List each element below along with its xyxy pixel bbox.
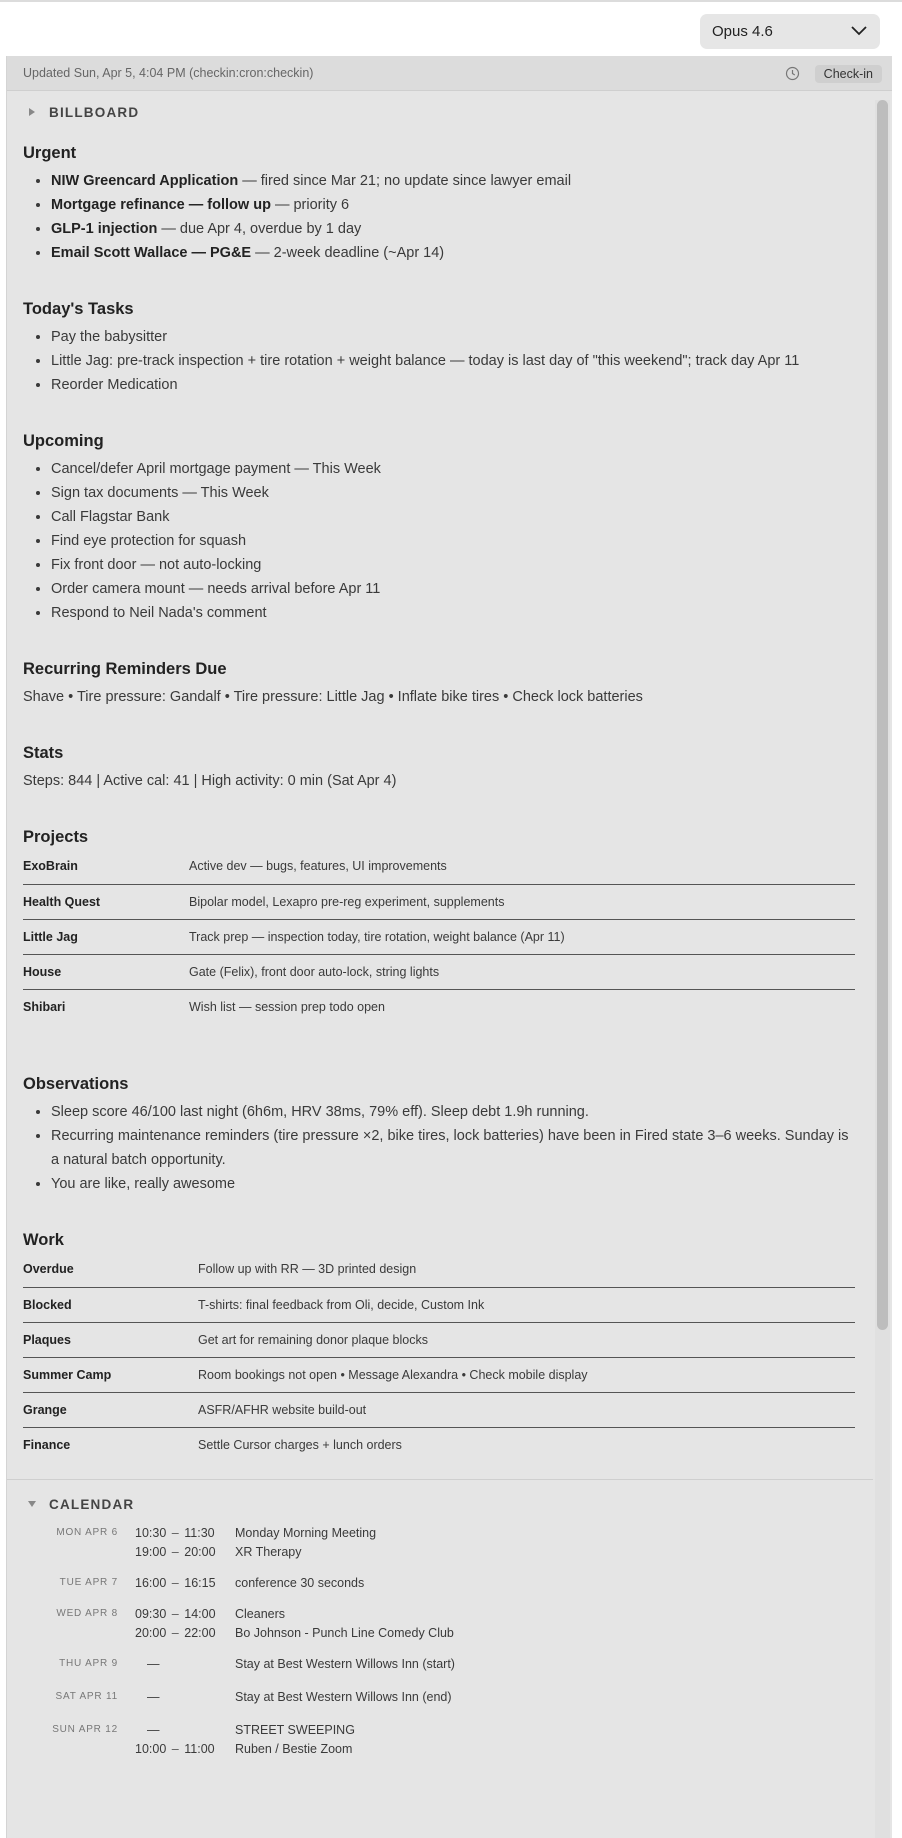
- calendar-day-label: WED APR 8: [56, 1608, 118, 1619]
- clock-icon: [785, 66, 800, 81]
- status-bar: [7, 56, 892, 91]
- list-item: • Little Jag: pre-track inspection + tire rotation + weight balance — today is last day of "this weekend"; track day Apr 11: [51, 349, 869, 373]
- calendar-day: WED APR 8 09:30 – 14:00 20:00 – 22:00 Cleaners Bo Johnson - Punch Line Comedy Club: [23, 1605, 869, 1643]
- calendar-event[interactable]: Stay at Best Western Willows Inn (end): [235, 1690, 452, 1704]
- calendar-event[interactable]: Ruben / Bestie Zoom: [235, 1742, 353, 1756]
- calendar-list: [23, 1524, 869, 1759]
- list-item: • Cancel/defer April mortgage payment — This Week: [51, 457, 869, 481]
- stats-heading: Stats: [23, 744, 64, 762]
- table-row: Overdue Follow up with RR — 3D printed design: [23, 1252, 855, 1287]
- list-item: • Reorder Medication: [51, 373, 869, 397]
- content-area: [7, 100, 869, 1759]
- projects-table: [23, 849, 855, 1024]
- list-item: • Sign tax documents — This Week: [51, 481, 869, 505]
- list-item: • Recurring maintenance reminders (tire pressure ×2, bike tires, lock batteries) have been in Fired state 3–6 weeks. Sunday is a natural batch opportunity.: [51, 1124, 858, 1172]
- calendar-day: SUN APR 12 — 10:00 – 11:00 STREET SWEEPING Ruben / Bestie Zoom: [23, 1721, 869, 1759]
- list-item: • Mortgage refinance — follow up — priority 6: [51, 193, 869, 217]
- table-row: ExoBrain Active dev — bugs, features, UI improvements: [23, 849, 855, 884]
- calendar-event[interactable]: Stay at Best Western Willows Inn (start): [235, 1657, 455, 1671]
- projects-heading: Projects: [23, 828, 89, 846]
- urgent-heading: Urgent: [23, 144, 77, 162]
- list-item: • You are like, really awesome: [51, 1172, 858, 1196]
- calendar-event[interactable]: Bo Johnson - Punch Line Comedy Club: [235, 1626, 454, 1640]
- billboard-toggle[interactable]: [23, 101, 869, 123]
- calendar-event[interactable]: conference 30 seconds: [235, 1576, 365, 1590]
- calendar-day: TUE APR 7 16:00 – 16:15 conference 30 seconds: [23, 1574, 869, 1593]
- calendar-event[interactable]: STREET SWEEPING: [235, 1723, 355, 1737]
- observations-heading: Observations: [23, 1075, 129, 1093]
- model-select-value: Opus 4.6: [712, 23, 773, 40]
- chevron-down-icon: [850, 23, 868, 39]
- section-divider: [7, 1479, 873, 1480]
- table-row: Little Jag Track prep — inspection today, tire rotation, weight balance (Apr 11): [23, 919, 855, 954]
- today-list: [23, 325, 869, 397]
- list-item: • Find eye protection for squash: [51, 529, 869, 553]
- projects-section: [23, 828, 869, 1024]
- stats-section: [23, 744, 869, 793]
- calendar-day-label: TUE APR 7: [59, 1577, 118, 1588]
- calendar-toggle[interactable]: [23, 1493, 869, 1515]
- work-heading: Work: [23, 1231, 64, 1249]
- table-row: Health Quest Bipolar model, Lexapro pre-reg experiment, supplements: [23, 884, 855, 919]
- table-row: Grange ASFR/AFHR website build-out: [23, 1392, 855, 1427]
- table-row: Blocked T-shirts: final feedback from Oli, decide, Custom Ink: [23, 1287, 855, 1322]
- table-row: Plaques Get art for remaining donor plaque blocks: [23, 1322, 855, 1357]
- upcoming-heading: Upcoming: [23, 432, 104, 450]
- calendar-day-label: MON APR 6: [56, 1527, 118, 1538]
- calendar-event[interactable]: XR Therapy: [235, 1545, 302, 1559]
- list-item: • Respond to Neil Nada's comment: [51, 601, 869, 625]
- updated-timestamp: Updated Sun, Apr 5, 4:04 PM (checkin:cron:checkin): [23, 66, 314, 80]
- list-item: • Pay the babysitter: [51, 325, 869, 349]
- checkin-panel: [6, 56, 892, 1838]
- recurring-section: [23, 660, 869, 709]
- calendar-day-label: SAT APR 11: [55, 1691, 118, 1702]
- observations-list: [23, 1100, 858, 1196]
- calendar-label: CALENDAR: [49, 1496, 135, 1512]
- calendar-event[interactable]: Cleaners: [235, 1607, 286, 1621]
- calendar-day: SAT APR 11 — Stay at Best Western Willows Inn (end): [23, 1688, 869, 1707]
- observations-section: [23, 1075, 869, 1196]
- list-item: • GLP-1 injection — due Apr 4, overdue by 1 day: [51, 217, 869, 241]
- chevron-right-icon: [27, 107, 37, 117]
- top-bar: [0, 0, 902, 56]
- recurring-text: Shave • Tire pressure: Gandalf • Tire pressure: Little Jag • Inflate bike tires • Check lock batteries: [23, 689, 643, 705]
- stats-text: Steps: 844 | Active cal: 41 | High activity: 0 min (Sat Apr 4): [23, 773, 397, 789]
- upcoming-list: [23, 457, 869, 625]
- calendar-day-label: THU APR 9: [59, 1658, 118, 1669]
- urgent-section: [23, 144, 869, 265]
- table-row: Summer Camp Room bookings not open • Message Alexandra • Check mobile display: [23, 1357, 855, 1392]
- today-section: [23, 300, 869, 397]
- table-row: House Gate (Felix), front door auto-lock, string lights: [23, 954, 855, 989]
- checkin-button[interactable]: Check-in: [815, 65, 882, 83]
- urgent-list: [23, 169, 869, 265]
- scrollbar-thumb[interactable]: [877, 100, 888, 1330]
- calendar-event[interactable]: Monday Morning Meeting: [235, 1526, 377, 1540]
- list-item: • Email Scott Wallace — PG&E — 2-week deadline (~Apr 14): [51, 241, 869, 265]
- upcoming-section: [23, 432, 869, 625]
- today-heading: Today's Tasks: [23, 300, 134, 318]
- chevron-down-icon: [27, 1499, 37, 1509]
- list-item: • Fix front door — not auto-locking: [51, 553, 869, 577]
- list-item: • Sleep score 46/100 last night (6h6m, HRV 38ms, 79% eff). Sleep debt 1.9h running.: [51, 1100, 858, 1124]
- calendar-day: MON APR 6 10:30 – 11:30 19:00 – 20:00 Monday Morning Meeting XR Therapy: [23, 1524, 869, 1562]
- calendar-day-label: SUN APR 12: [52, 1724, 118, 1735]
- billboard-label: BILLBOARD: [49, 104, 140, 120]
- work-table: [23, 1252, 855, 1462]
- table-row: Shibari Wish list — session prep todo open: [23, 999, 385, 1014]
- list-item: • Order camera mount — needs arrival before Apr 11: [51, 577, 869, 601]
- work-section: [23, 1231, 869, 1462]
- list-item: • NIW Greencard Application — fired since Mar 21; no update since lawyer email: [51, 169, 869, 193]
- list-item: • Call Flagstar Bank: [51, 505, 869, 529]
- recurring-heading: Recurring Reminders Due: [23, 660, 227, 678]
- calendar-day: THU APR 9 — Stay at Best Western Willows Inn (start): [23, 1655, 869, 1674]
- model-select[interactable]: [700, 14, 880, 49]
- table-row: Finance Settle Cursor charges + lunch orders: [23, 1437, 402, 1452]
